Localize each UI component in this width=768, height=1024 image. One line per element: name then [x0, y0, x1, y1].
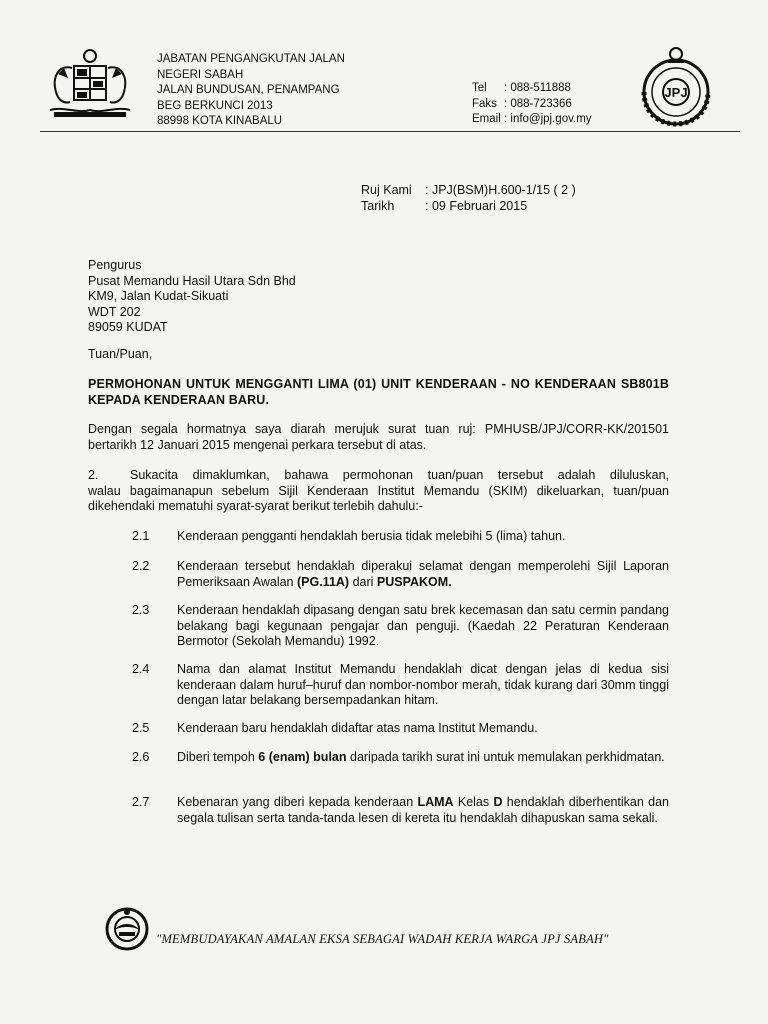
address-line: BEG BERKUNCI 2013: [157, 99, 273, 112]
salutation: Tuan/Puan,: [88, 347, 153, 361]
address-line: 88998 KOTA KINABALU: [157, 115, 283, 127]
recipient-line: Pusat Memandu Hasil Utara Sdn Bhd: [88, 273, 296, 288]
contact-block: [472, 81, 592, 128]
item-number: 2.1: [132, 529, 150, 543]
item-number: 2.2: [132, 559, 150, 573]
malaysia-coat-of-arms-logo: [44, 44, 136, 122]
item-number: 2.4: [132, 662, 150, 676]
fax-label: Faks: [472, 97, 497, 110]
item-number: 2.5: [132, 721, 150, 735]
item-text: Diberi tempoh 6 (enam) bulan daripada tarikh surat ini untuk memulakan perkhidmatan.: [177, 750, 665, 764]
recipient-line: WDT 202: [88, 304, 141, 319]
item-text: Kenderaan baru hendaklah didaftar atas nama Institut Memandu.: [177, 721, 538, 735]
recipient-line: Pengurus: [88, 258, 142, 272]
email-label: Email: [472, 113, 501, 125]
org-name: JABATAN PENGANGKUTAN JALAN: [157, 53, 345, 65]
address-line: JALAN BUNDUSAN, PENAMPANG: [157, 84, 340, 96]
item-text: Kenderaan tersebut hendaklah diperakui selamat dengan memperolehi Sijil Laporan Pemeriksaan Awalan (PG.11A) dari PUSPAKOM.: [177, 559, 669, 589]
paragraph-1: Dengan segala hormatnya saya diarah merujuk surat tuan ruj: PMHUSB/JPJ/CORR-KK/201501 bertarikh 12 Januari 2015 mengenai perkara tersebut di atas.: [88, 422, 669, 452]
date-value: : 09 Februari 2015: [425, 198, 528, 213]
eksa-logo: [104, 906, 150, 952]
paragraph-2: [88, 468, 669, 515]
header-divider: [40, 131, 740, 132]
email-value: : info@jpj.gov.my: [504, 113, 592, 125]
reference-block: [361, 183, 576, 214]
paragraph-2-body: walau bagaimanapun sebelum Sijil Kenderaan Institut Memandu (SKIM) dikeluarkan, tuan/puan dikehendaki mematuhi syarat-syarat berikut terlebih dahulu:-: [88, 483, 669, 513]
item-text: Nama dan alamat Institut Memandu hendaklah dicat dengan jelas di kedua sisi kenderaan dalam huruf–huruf dan nombor-nombor merah, tidak kurang dari 30mm tinggi dengan latar belakang bersempadankan hitam.: [177, 662, 669, 707]
paragraph-number: 2.: [88, 468, 99, 482]
footer-motto: "MEMBUDAYAKAN AMALAN EKSA SEBAGAI WADAH KERJA WARGA JPJ SABAH": [156, 932, 609, 946]
date-label: Tarikh: [361, 198, 395, 213]
tel-label: Tel: [472, 82, 487, 94]
item-text: Kenderaan pengganti hendaklah berusia tidak melebihi 5 (lima) tahun.: [177, 529, 566, 543]
recipient-line: KM9, Jalan Kudat-Sikuati: [88, 289, 229, 303]
fax-value: : 088-723366: [504, 97, 572, 110]
item-number: 2.6: [132, 750, 150, 764]
recipient-line: 89059 KUDAT: [88, 320, 168, 334]
item-number: 2.7: [132, 795, 150, 809]
item-text: Kebenaran yang diberi kepada kenderaan LAMA Kelas D hendaklah diberhentikan dan segala tulisan serta tanda-tanda lesen di kereta itu hendaklah dihapuskan sama sekali.: [177, 795, 669, 825]
tel-value: : 088-511888: [504, 82, 571, 94]
item-text: Kenderaan hendaklah dipasang dengan satu brek kecemasan dan satu cermin pandang belakang bagi kegunaan pengajar dan penguji. (Kaedah 22 Peraturan Kenderaan Bermotor (Sekolah Memandu) 1992.: [177, 603, 669, 648]
jpj-emblem-logo: [630, 44, 722, 128]
subject-heading: PERMOHONAN UNTUK MENGGANTI LIMA (01) UNIT KENDERAAN - NO KENDERAAN SB801B KEPADA KENDERAAN BARU.: [88, 377, 669, 407]
recipient-address: [88, 258, 296, 336]
paragraph-2-lead: Sukacita dimaklumkan, bahawa permohonan tuan/puan tersebut adalah diluluskan,: [130, 468, 669, 482]
reference-label: Ruj Kami: [361, 183, 412, 197]
item-number: 2.3: [132, 603, 150, 617]
reference-value: : JPJ(BSM)H.600-1/15 ( 2 ): [425, 183, 576, 197]
org-state: NEGERI SABAH: [157, 68, 244, 81]
svg-text:JPJ: JPJ: [664, 85, 688, 100]
